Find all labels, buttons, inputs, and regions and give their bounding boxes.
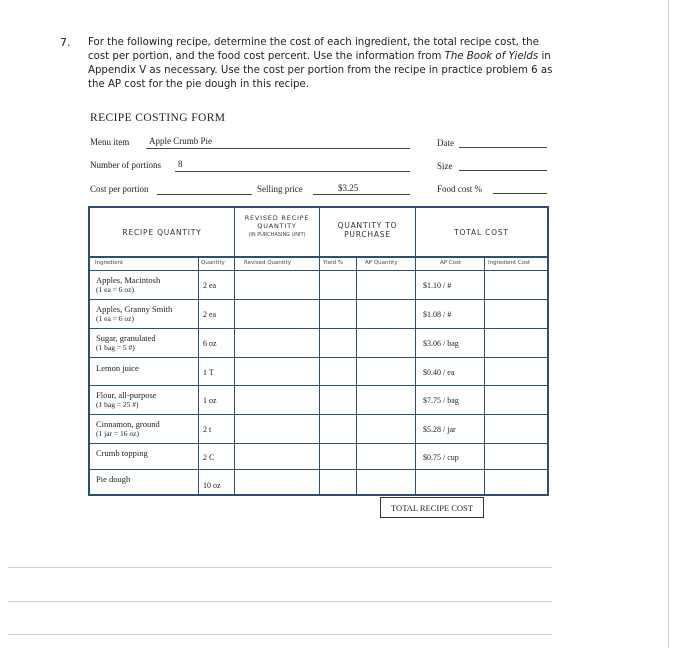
ingredient-note: (1 bag = 25 #) [96, 400, 139, 409]
ingredient-name: Sugar, granulated [96, 333, 156, 343]
date-label: Date [437, 138, 454, 148]
costing-table [88, 206, 549, 496]
col-quantity: Quantity [201, 260, 225, 266]
col-yield: Yield % [323, 260, 344, 266]
page-edge-rule [668, 0, 669, 648]
ingredient-name: Cinnamon, ground [96, 419, 160, 429]
group-revised-quantity: REVISED RECIPE QUANTITY [244, 214, 310, 230]
menu-item-label: Menu item [90, 137, 130, 147]
ingredient-quantity: 1 oz [203, 396, 217, 405]
ingredient-quantity: 2 C [203, 453, 215, 462]
col-ingredient: Ingredient [95, 260, 124, 266]
group-quantity-to-purchase: QUANTITY TO PURCHASE [337, 221, 398, 239]
group-revised-quantity-note: (IN PURCHASING UNIT) [248, 232, 306, 238]
ingredient-note: (1 jar = 16 oz) [96, 429, 139, 438]
ap-cost-value: $7.75 / bag [423, 396, 459, 405]
ap-cost-value: $0.75 / cup [423, 453, 459, 462]
selling-price-label: Selling price [257, 184, 303, 194]
date-field[interactable] [459, 147, 547, 148]
ingredient-quantity: 2 t [203, 425, 212, 434]
ap-cost-value: $1.08 / # [423, 310, 452, 319]
food-cost-label: Food cost % [437, 184, 482, 194]
col-ap-quantity: AP Quantity [365, 260, 398, 266]
size-field[interactable] [459, 170, 547, 171]
ingredient-quantity: 6 oz [203, 339, 217, 348]
problem-instructions: For the following recipe, determine the cost of each ingredient, the total recipe cost, the cost per portion, and the food cost percent. Use the information from The Book of Yields in Appendix V as necessary. Use the cost per portion from the recipe in practice problem 6 as the AP cost for the pie dough in this recipe. [88, 37, 553, 90]
ingredient-quantity: 1 T [203, 368, 214, 377]
ingredient-quantity: 10 oz [203, 481, 221, 490]
answer-line[interactable] [8, 567, 552, 568]
ap-cost-value: $5.28 / jar [423, 425, 456, 434]
ap-cost-value: $1.10 / # [423, 281, 452, 290]
group-total-cost: TOTAL COST [454, 228, 509, 237]
col-ingredient-cost: Ingredient Cost [488, 260, 531, 266]
col-ap-cost: AP Cost [440, 260, 462, 266]
selling-price-field[interactable] [313, 194, 410, 195]
total-recipe-cost-label: TOTAL RECIPE COST [391, 503, 473, 513]
ingredient-quantity: 2 ea [203, 281, 217, 290]
cost-per-portion-field[interactable] [157, 194, 252, 195]
problem-number: 7. [60, 36, 71, 49]
portions-label: Number of portions [90, 160, 161, 170]
book-title: The Book of Yields [444, 51, 539, 62]
col-revised-quantity: Revised Quantity [244, 260, 291, 266]
menu-item-value: Apple Crumb Pie [149, 136, 212, 146]
ingredient-name: Pie dough [96, 474, 131, 484]
ingredient-quantity: 2 ea [203, 310, 217, 319]
answer-line[interactable] [8, 601, 552, 602]
group-recipe-quantity: RECIPE QUANTITY [122, 228, 202, 237]
form-title: RECIPE COSTING FORM [90, 112, 226, 124]
size-label: Size [437, 161, 453, 171]
ap-cost-value: $3.06 / bag [423, 339, 459, 348]
ingredient-note: (1 bag = 5 #) [96, 343, 135, 352]
portions-field[interactable] [175, 171, 410, 172]
answer-line[interactable] [8, 634, 552, 635]
ingredient-name: Flour, all-purpose [96, 390, 157, 400]
ingredient-note: (1 ea = 6 oz) [96, 314, 134, 323]
selling-price-value: $3.25 [338, 183, 359, 193]
cost-per-portion-label: Cost per portion [90, 184, 149, 194]
ingredient-name: Apples, Macintosh [96, 275, 161, 285]
ingredient-name: Apples, Granny Smith [96, 304, 173, 314]
ingredient-note: (1 ea = 6 oz) [96, 285, 134, 294]
menu-item-field[interactable] [146, 148, 410, 149]
ingredient-name: Lemon juice [96, 363, 139, 373]
ap-cost-value: $0.40 / ea [423, 368, 455, 377]
food-cost-field[interactable] [493, 193, 547, 194]
ingredient-name: Crumb topping [96, 448, 148, 458]
portions-value: 8 [178, 159, 183, 169]
